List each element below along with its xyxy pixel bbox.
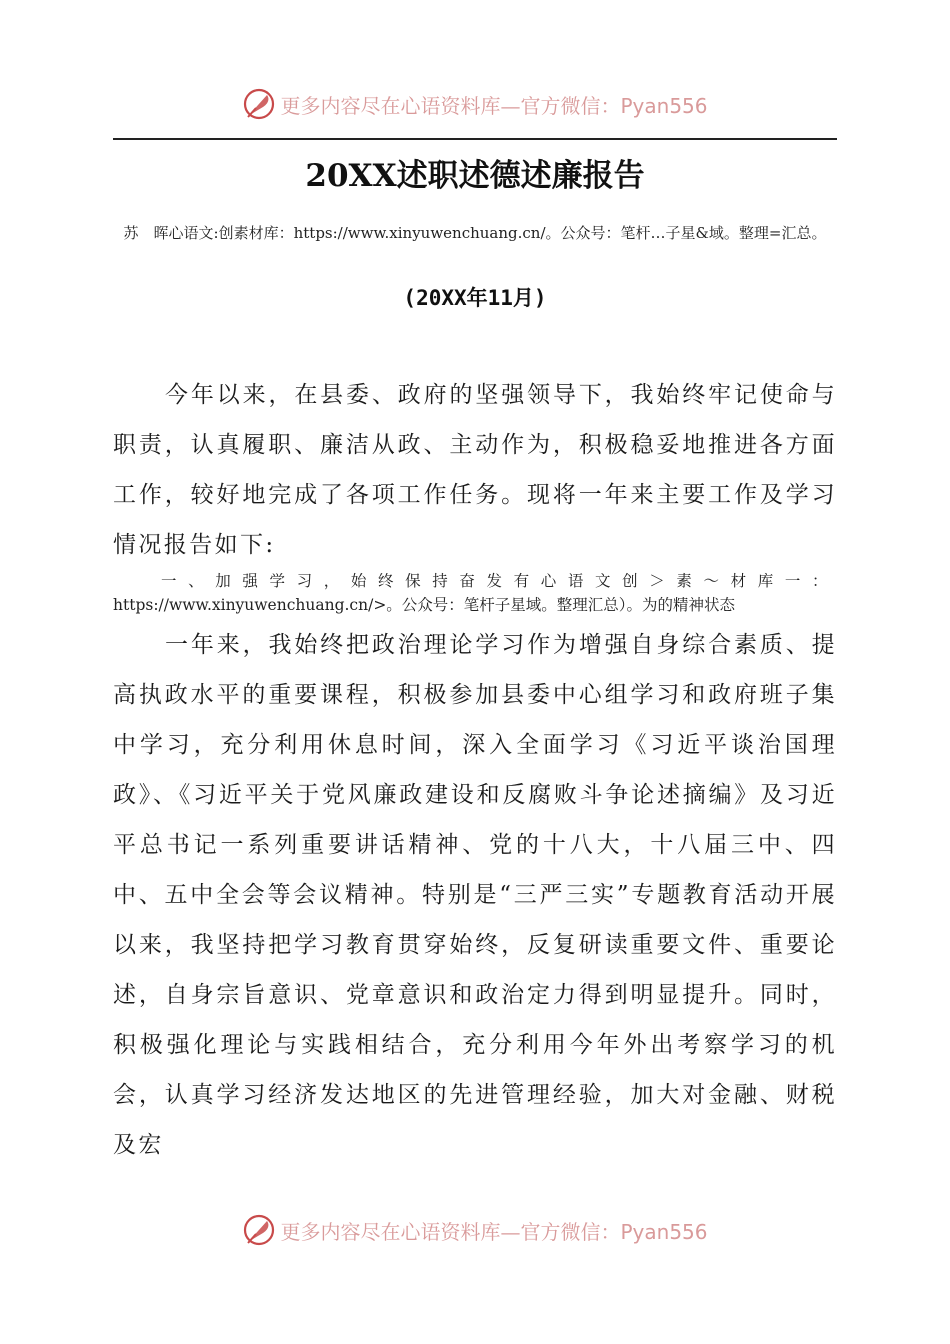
- source-note: 苏 晖心语文:创素材库：https://www.xinyuwenchuang.cn/。公众号：笔杆…子星&域。整理=汇总。: [123, 224, 827, 242]
- quill-logo-icon: [242, 1213, 276, 1247]
- quill-logo-icon: [242, 87, 276, 121]
- document-date: (20XX年11月): [403, 286, 547, 310]
- section-heading-1-part-b: https://www.xinyuwenchuang.cn/>。公众号：笔杆子星域。整理汇总）。为的精神状态: [113, 596, 736, 614]
- section-heading-1-part-a: 一、加强学习，始终保持奋发有心语文创＞素～材库一：: [161, 572, 837, 590]
- footer-watermark-banner: [0, 1210, 950, 1250]
- header-watermark-banner: [0, 84, 950, 124]
- section-heading-1: [113, 569, 837, 617]
- footer-watermark-text: 更多内容尽在心语资料库—官方微信：Pyan556: [280, 1219, 708, 1244]
- header-watermark-text: 更多内容尽在心语资料库—官方微信：Pyan556: [280, 93, 708, 118]
- study-paragraph: 一年来，我始终把政治理论学习作为增强自身综合素质、提高执政水平的重要课程，积极参加县委中心组学习和政府班子集中学习，充分利用休息时间，深入全面学习《习近平谈治国理政》、《习近平关于党风廉政建设和反腐败斗争论述摘编》及习近平总书记一系列重要讲话精神、党的十八大，十八届三中、四中、五中全会等会议精神。特别是“三严三实”专题教育活动开展以来，我坚持把学习教育贯穿始终，反复研读重要文件、重要论述，自身宗旨意识、党章意识和政治定力得到明显提升。同时，积极强化理论与实践相结合，充分利用今年外出考察学习的机会，认真学习经济发达地区的先进管理经验，加大对金融、财税及宏: [113, 632, 837, 1158]
- header-rule: [113, 138, 837, 140]
- intro-paragraph: 今年以来，在县委、政府的坚强领导下，我始终牢记使命与职责，认真履职、廉洁从政、主动作为，积极稳妥地推进各方面工作，较好地完成了各项工作任务。现将一年来主要工作及学习情况报告如下:: [113, 382, 837, 558]
- document-title: 20XX述职述德述廉报告: [305, 158, 645, 194]
